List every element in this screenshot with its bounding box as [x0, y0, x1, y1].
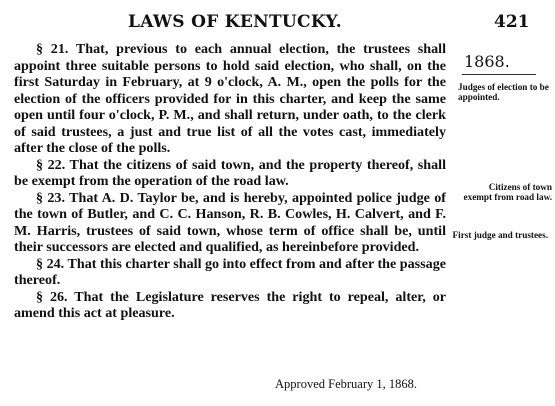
section-24: § 24. That this charter shall go into effect from and after the passage thereof. [14, 255, 446, 288]
page-number: 421 [494, 12, 530, 32]
section-22: § 22. That the citizens of said town, and the property thereof, shall be exempt from the operation of the road law. [14, 156, 446, 189]
section-21: § 21. That, previous to each annual election, the trustees shall appoint three suitable persons to hold said election, who shall, on the first Saturday in February, at 9 o'clock, A. M., open the polls for the election of the officers provided for in this charter, and keep the same open until four o'clock, P. M., and shall return, under oath, to the clerk of said trustees, a just and true list of all the votes cast, immediately after the close of the polls. [14, 41, 446, 156]
running-title: LAWS OF KENTUCKY. [128, 12, 342, 32]
margin-note-road-law: Citizens of town exempt from road law. [463, 182, 552, 202]
approval-line: Approved February 1, 1868. [275, 377, 417, 391]
margin-year: 1868. [464, 52, 510, 71]
section-23: § 23. That A. D. Taylor be, and is hereby, appointed police judge of the town of Butler, and C. C. Hanson, R. B. Cowles, H. Calvert, and F. M. Harris, trustees of said town, whose term of office shall be, until their successors are elected and qualified, as hereinbefore provided. [14, 189, 446, 255]
running-head [0, 12, 555, 34]
statute-text [14, 41, 446, 322]
margin-note-judges: Judges of election to be appointed. [458, 82, 549, 102]
year-rule [462, 74, 536, 75]
margin-note-first-judge: First judge and trustees. [452, 230, 548, 240]
section-26: § 26. That the Legislature reserves the right to repeal, alter, or amend this act at pleasure. [14, 288, 446, 321]
